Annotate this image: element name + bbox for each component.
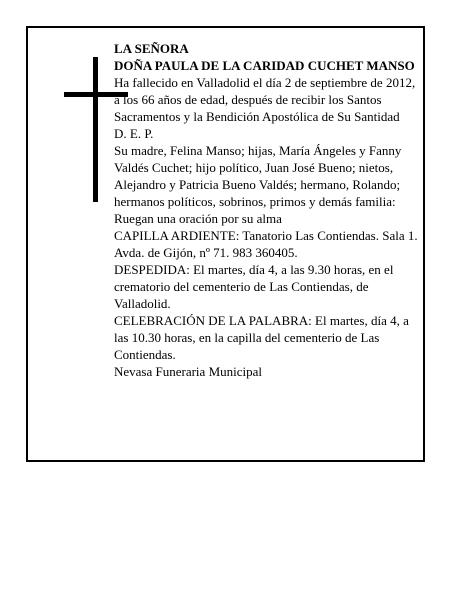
prayer-request: Ruegan una oración por su alma (114, 211, 282, 226)
chapel-info: CAPILLA ARDIENTE: Tanatorio Las Contiendas. Sala 1. Avda. de Gijón, nº 71. 983 360405. (114, 228, 418, 260)
deceased-name: DOÑA PAULA DE LA CARIDAD CUCHET MANSO (114, 58, 415, 73)
honorific: LA SEÑORA (114, 41, 189, 56)
obituary-notice (26, 26, 425, 462)
family-list: Su madre, Felina Manso; hijas, María Ángeles y Fanny Valdés Cuchet; hijo político, Juan José Bueno; nietos, Alejandro y Patricia Bueno Valdés; hermano, Rolando; hermanos políticos, sobrinos, primos y demás familia: (114, 143, 402, 209)
cross-vertical-bar (93, 57, 98, 202)
farewell-info: DESPEDIDA: El martes, día 4, a las 9.30 horas, en el crematorio del cementerio de Las Contiendas, de Valladolid. (114, 262, 394, 311)
celebration-info: CELEBRACIÓN DE LA PALABRA: El martes, día 4, a las 10.30 horas, en la capilla del cementerio de Las Contiendas. (114, 313, 409, 362)
funeral-home: Nevasa Funeraria Municipal (114, 364, 263, 379)
rip: D. E. P. (114, 126, 154, 141)
death-notice: Ha fallecido en Valladolid el día 2 de septiembre de 2012, a los 66 años de edad, después de recibir los Santos Sacramentos y la Bendición Apostólica de Su Santidad (114, 75, 416, 124)
obituary-text (114, 40, 420, 380)
